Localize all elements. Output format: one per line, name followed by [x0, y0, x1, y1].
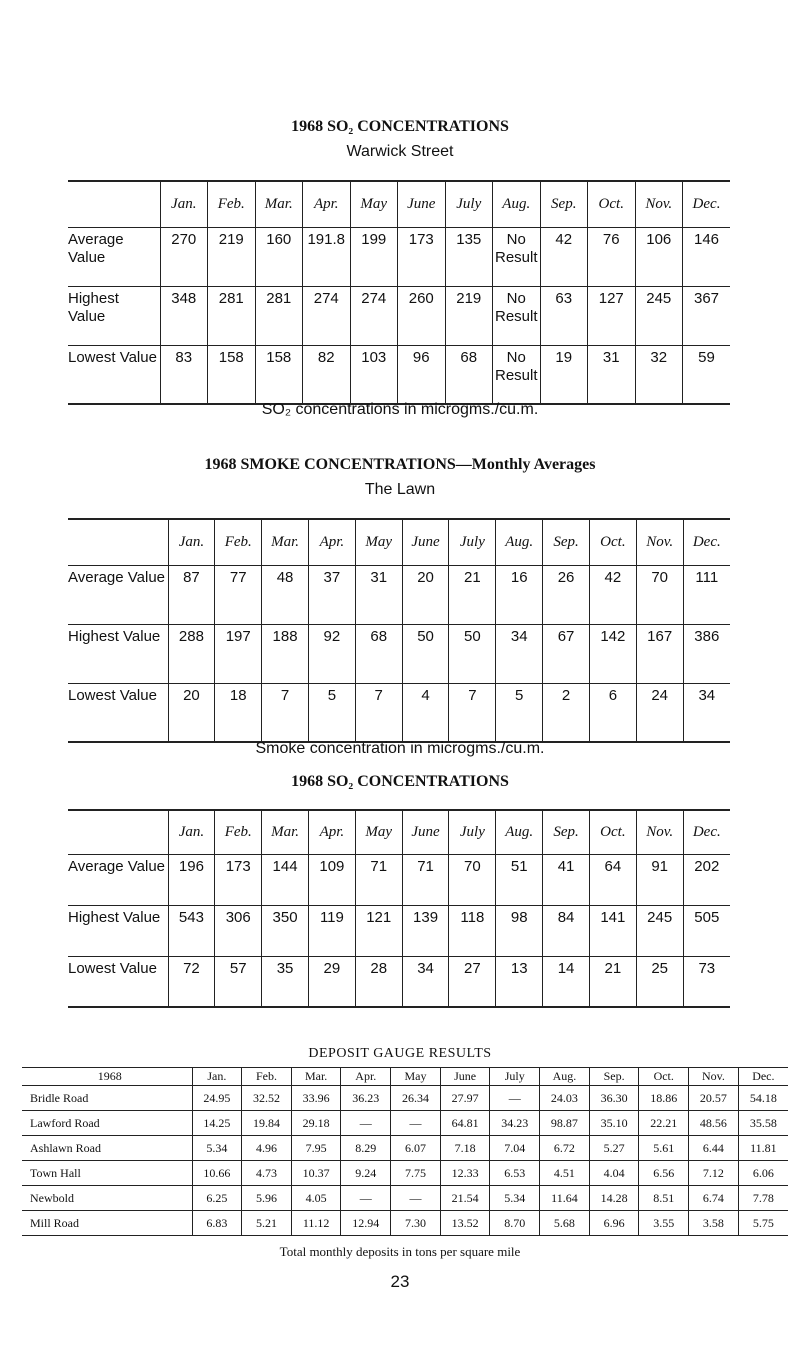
table-cell: 18.86 [639, 1086, 689, 1111]
table-cell: 5.27 [589, 1136, 639, 1161]
table-cell: 135 [445, 227, 493, 286]
table-cell: No Result [493, 286, 541, 345]
row-label: Highest Value [68, 905, 168, 956]
table2-title: 1968 SMOKE CONCENTRATIONS—Monthly Averages [204, 456, 596, 473]
table-cell: 106 [635, 227, 683, 286]
table-cell: 12.94 [341, 1211, 391, 1236]
row-label: Average Value [68, 565, 168, 624]
table-cell: 5.34 [490, 1186, 540, 1211]
table-cell: 7.12 [689, 1161, 739, 1186]
table-cell: 350 [262, 905, 309, 956]
table-cell: 64.81 [440, 1111, 490, 1136]
month-header: July [449, 810, 496, 854]
month-header: Oct. [639, 1068, 689, 1086]
table-cell: 63 [540, 286, 588, 345]
table-cell: 68 [355, 624, 402, 683]
table-row [22, 1161, 788, 1186]
month-header: Mar. [291, 1068, 341, 1086]
corner-cell [68, 181, 160, 227]
month-header: May [391, 1068, 441, 1086]
table-cell: 270 [160, 227, 208, 286]
table-cell: 5 [308, 683, 355, 742]
deposit-title: DEPOSIT GAUGE RESULTS [308, 1046, 492, 1061]
table2-header-row [68, 519, 730, 565]
month-header: Dec. [683, 810, 730, 854]
table-cell: 35 [262, 956, 309, 1007]
table-cell: 202 [683, 854, 730, 905]
table-cell: 6.83 [192, 1211, 242, 1236]
table-row [68, 345, 730, 404]
table-cell: 21 [449, 565, 496, 624]
table-cell: 144 [262, 854, 309, 905]
table-cell: 5.61 [639, 1136, 689, 1161]
month-header: Feb. [215, 810, 262, 854]
table-cell: 34 [496, 624, 543, 683]
table-cell: 7.04 [490, 1136, 540, 1161]
month-header: Dec. [683, 519, 730, 565]
table-cell: 13.52 [440, 1211, 490, 1236]
row-label: Highest Value [68, 286, 160, 345]
table-cell: 25 [636, 956, 683, 1007]
table-cell: 26.34 [391, 1086, 441, 1111]
so2-warwick-table [68, 180, 730, 405]
table-cell: 21 [589, 956, 636, 1007]
table-cell: 281 [208, 286, 256, 345]
month-header: Jan. [168, 810, 215, 854]
table-cell: — [341, 1186, 391, 1211]
table-cell: 111 [683, 565, 730, 624]
table-cell: 6.96 [589, 1211, 639, 1236]
table-cell: 219 [208, 227, 256, 286]
table-cell: 4 [402, 683, 449, 742]
month-header: Feb. [242, 1068, 292, 1086]
table-cell: — [391, 1111, 441, 1136]
table1-header-row [68, 181, 730, 227]
table-cell: 4.96 [242, 1136, 292, 1161]
table-cell: 87 [168, 565, 215, 624]
table-row [68, 227, 730, 286]
month-header: Jan. [192, 1068, 242, 1086]
month-header: June [402, 519, 449, 565]
corner-cell [68, 810, 168, 854]
table-cell: 5.68 [540, 1211, 590, 1236]
table-cell: 70 [636, 565, 683, 624]
table-cell: 13 [496, 956, 543, 1007]
table-cell: 36.23 [341, 1086, 391, 1111]
table-cell: 7.18 [440, 1136, 490, 1161]
row-label: Average Value [68, 854, 168, 905]
month-header: Aug. [496, 810, 543, 854]
so2-table [68, 809, 730, 1008]
table-cell: 288 [168, 624, 215, 683]
table-cell: 191.8 [303, 227, 351, 286]
table2-subtitle: The Lawn [364, 481, 436, 498]
month-header: Oct. [588, 181, 636, 227]
table1-note: SO₂ concentrations in microgms./cu.m. [261, 401, 539, 418]
month-header: Aug. [496, 519, 543, 565]
table-cell: 71 [402, 854, 449, 905]
table-cell: 245 [635, 286, 683, 345]
month-header: Feb. [215, 519, 262, 565]
month-header: Oct. [589, 810, 636, 854]
table-cell: 5 [496, 683, 543, 742]
table2-note: Smoke concentration in microgms./cu.m. [255, 740, 545, 757]
month-header: July [490, 1068, 540, 1086]
table-cell: 33.96 [291, 1086, 341, 1111]
table-cell: 6.56 [639, 1161, 689, 1186]
table-cell: 83 [160, 345, 208, 404]
month-header: Apr. [308, 519, 355, 565]
table-cell: 7.95 [291, 1136, 341, 1161]
table-cell: — [391, 1186, 441, 1211]
row-label: Highest Value [68, 624, 168, 683]
smoke-lawn-table [68, 518, 730, 743]
table-cell: 173 [398, 227, 446, 286]
table-cell: 199 [350, 227, 398, 286]
table-cell: 42 [540, 227, 588, 286]
table-cell: 167 [636, 624, 683, 683]
month-header: May [355, 519, 402, 565]
row-label: Lowest Value [68, 683, 168, 742]
table-cell: 92 [308, 624, 355, 683]
table-cell: 51 [496, 854, 543, 905]
table-cell: 3.58 [689, 1211, 739, 1236]
table-cell: 4.51 [540, 1161, 590, 1186]
table-cell: 188 [262, 624, 309, 683]
table-cell: 24.03 [540, 1086, 590, 1111]
table-cell: 64 [589, 854, 636, 905]
row-label: Newbold [22, 1186, 192, 1211]
table-cell: 505 [683, 905, 730, 956]
table-cell: 91 [636, 854, 683, 905]
month-header: Dec. [683, 181, 731, 227]
table-cell: 20 [168, 683, 215, 742]
month-header: Nov. [636, 810, 683, 854]
table-row [22, 1136, 788, 1161]
table-cell: 42 [589, 565, 636, 624]
table-row [68, 565, 730, 624]
table-cell: 27 [449, 956, 496, 1007]
table-cell: 4.73 [242, 1161, 292, 1186]
table-cell: 8.29 [341, 1136, 391, 1161]
deposit-gauge-table [22, 1067, 788, 1236]
table-cell: 21.54 [440, 1186, 490, 1211]
table-cell: 18 [215, 683, 262, 742]
table-cell: 109 [308, 854, 355, 905]
month-header: June [402, 810, 449, 854]
table-cell: 10.66 [192, 1161, 242, 1186]
table-cell: 127 [588, 286, 636, 345]
table-cell: 36.30 [589, 1086, 639, 1111]
table-cell: 67 [543, 624, 590, 683]
table-row [68, 286, 730, 345]
table-cell: 103 [350, 345, 398, 404]
table-row [68, 683, 730, 742]
table-cell: 11.81 [738, 1136, 788, 1161]
table-cell: 77 [215, 565, 262, 624]
table-cell: 35.10 [589, 1111, 639, 1136]
month-header: Apr. [303, 181, 351, 227]
month-header: Sep. [543, 810, 590, 854]
month-header: Mar. [262, 519, 309, 565]
table-cell: 26 [543, 565, 590, 624]
row-label: Town Hall [22, 1161, 192, 1186]
table-cell: 367 [683, 286, 731, 345]
month-header: Mar. [255, 181, 303, 227]
table-cell: 119 [308, 905, 355, 956]
month-header: Sep. [543, 519, 590, 565]
table-cell: 14 [543, 956, 590, 1007]
table1-subtitle: Warwick Street [346, 143, 454, 160]
table-cell: 76 [588, 227, 636, 286]
table-cell: 7 [355, 683, 402, 742]
corner-cell [68, 519, 168, 565]
table-cell: 173 [215, 854, 262, 905]
table-cell: 29 [308, 956, 355, 1007]
table-cell: 71 [355, 854, 402, 905]
table3-title: 1968 SO₂ CONCENTRATIONS [291, 773, 509, 790]
row-label: Ashlawn Road [22, 1136, 192, 1161]
row-label: Lowest Value [68, 345, 160, 404]
table-cell: 274 [350, 286, 398, 345]
table-cell: 158 [255, 345, 303, 404]
table-cell: 48.56 [689, 1111, 739, 1136]
table-cell: 28 [355, 956, 402, 1007]
month-header: Feb. [208, 181, 256, 227]
table-cell: 8.51 [639, 1186, 689, 1211]
table-cell: 32 [635, 345, 683, 404]
table-cell: No Result [493, 227, 541, 286]
table-cell: 6.06 [738, 1161, 788, 1186]
table-cell: 37 [308, 565, 355, 624]
table-cell: — [490, 1086, 540, 1111]
table-cell: 41 [543, 854, 590, 905]
table-cell: 260 [398, 286, 446, 345]
table-cell: 22.21 [639, 1111, 689, 1136]
month-header: Sep. [589, 1068, 639, 1086]
table-cell: 5.96 [242, 1186, 292, 1211]
table-cell: 7.30 [391, 1211, 441, 1236]
table-cell: 16 [496, 565, 543, 624]
month-header: Sep. [540, 181, 588, 227]
table-cell: 50 [402, 624, 449, 683]
table-cell: 72 [168, 956, 215, 1007]
table-cell: 281 [255, 286, 303, 345]
table-cell: 54.18 [738, 1086, 788, 1111]
table-row [68, 956, 730, 1007]
table-cell: 4.05 [291, 1186, 341, 1211]
table-cell: — [341, 1111, 391, 1136]
table-cell: 27.97 [440, 1086, 490, 1111]
table-cell: 9.24 [341, 1161, 391, 1186]
row-label: Mill Road [22, 1211, 192, 1236]
table-cell: 158 [208, 345, 256, 404]
table1-title: 1968 SO₂ CONCENTRATIONS [291, 118, 509, 135]
row-label: Lawford Road [22, 1111, 192, 1136]
table-cell: 14.25 [192, 1111, 242, 1136]
month-header: June [440, 1068, 490, 1086]
table-cell: 245 [636, 905, 683, 956]
month-header: Nov. [689, 1068, 739, 1086]
table-cell: 24.95 [192, 1086, 242, 1111]
page-number: 23 [390, 1272, 410, 1291]
table-cell: 6 [589, 683, 636, 742]
table-row [68, 624, 730, 683]
table-cell: 34 [683, 683, 730, 742]
table-cell: 59 [683, 345, 731, 404]
deposit-note: Total monthly deposits in tons per square mile [279, 1244, 521, 1259]
table-cell: 196 [168, 854, 215, 905]
table-cell: 48 [262, 565, 309, 624]
table-cell: 84 [543, 905, 590, 956]
table-cell: 14.28 [589, 1186, 639, 1211]
table-cell: 7 [262, 683, 309, 742]
table-cell: 70 [449, 854, 496, 905]
table-cell: 31 [588, 345, 636, 404]
table-cell: No Result [493, 345, 541, 404]
table-cell: 160 [255, 227, 303, 286]
table3-header-row [68, 810, 730, 854]
table-cell: 29.18 [291, 1111, 341, 1136]
table-cell: 19.84 [242, 1111, 292, 1136]
table-cell: 142 [589, 624, 636, 683]
table-cell: 6.53 [490, 1161, 540, 1186]
table-cell: 68 [445, 345, 493, 404]
table-cell: 6.72 [540, 1136, 590, 1161]
table-cell: 6.07 [391, 1136, 441, 1161]
table-cell: 306 [215, 905, 262, 956]
table-cell: 118 [449, 905, 496, 956]
deposit-year-header: 1968 [22, 1068, 192, 1086]
table-cell: 35.58 [738, 1111, 788, 1136]
table-cell: 2 [543, 683, 590, 742]
month-header: Aug. [540, 1068, 590, 1086]
table-cell: 73 [683, 956, 730, 1007]
deposit-header-row [22, 1068, 788, 1086]
table-cell: 6.25 [192, 1186, 242, 1211]
table-cell: 20 [402, 565, 449, 624]
table-cell: 32.52 [242, 1086, 292, 1111]
table-cell: 5.75 [738, 1211, 788, 1236]
month-header: Nov. [636, 519, 683, 565]
row-label: Lowest Value [68, 956, 168, 1007]
table-row [22, 1186, 788, 1211]
row-label: Bridle Road [22, 1086, 192, 1111]
table-cell: 12.33 [440, 1161, 490, 1186]
table-cell: 96 [398, 345, 446, 404]
table-cell: 50 [449, 624, 496, 683]
table-cell: 19 [540, 345, 588, 404]
month-header: Dec. [738, 1068, 788, 1086]
table-cell: 121 [355, 905, 402, 956]
month-header: May [350, 181, 398, 227]
table-cell: 219 [445, 286, 493, 345]
month-header: Apr. [308, 810, 355, 854]
table-cell: 34.23 [490, 1111, 540, 1136]
table-row [22, 1086, 788, 1111]
month-header: Mar. [262, 810, 309, 854]
table-cell: 11.64 [540, 1186, 590, 1211]
table-cell: 82 [303, 345, 351, 404]
table-cell: 348 [160, 286, 208, 345]
table-cell: 11.12 [291, 1211, 341, 1236]
table-cell: 5.34 [192, 1136, 242, 1161]
table-cell: 5.21 [242, 1211, 292, 1236]
table-row [22, 1211, 788, 1236]
table-cell: 139 [402, 905, 449, 956]
table-cell: 386 [683, 624, 730, 683]
month-header: May [355, 810, 402, 854]
month-header: Jan. [160, 181, 208, 227]
table-cell: 57 [215, 956, 262, 1007]
table-cell: 4.04 [589, 1161, 639, 1186]
table-row [22, 1111, 788, 1136]
table-cell: 7.75 [391, 1161, 441, 1186]
table-cell: 98.87 [540, 1111, 590, 1136]
table-cell: 141 [589, 905, 636, 956]
table-cell: 8.70 [490, 1211, 540, 1236]
month-header: Aug. [493, 181, 541, 227]
table-cell: 24 [636, 683, 683, 742]
table-row [68, 854, 730, 905]
table-cell: 7 [449, 683, 496, 742]
table-cell: 34 [402, 956, 449, 1007]
month-header: Oct. [589, 519, 636, 565]
table-cell: 10.37 [291, 1161, 341, 1186]
row-label: Average Value [68, 227, 160, 286]
table-cell: 146 [683, 227, 731, 286]
table-row [68, 905, 730, 956]
table-cell: 3.55 [639, 1211, 689, 1236]
month-header: Nov. [635, 181, 683, 227]
table-cell: 98 [496, 905, 543, 956]
month-header: July [449, 519, 496, 565]
month-header: Apr. [341, 1068, 391, 1086]
table-cell: 20.57 [689, 1086, 739, 1111]
month-header: Jan. [168, 519, 215, 565]
month-header: June [398, 181, 446, 227]
table-cell: 6.74 [689, 1186, 739, 1211]
table-cell: 274 [303, 286, 351, 345]
table-cell: 31 [355, 565, 402, 624]
table-cell: 7.78 [738, 1186, 788, 1211]
month-header: July [445, 181, 493, 227]
table-cell: 6.44 [689, 1136, 739, 1161]
table-cell: 197 [215, 624, 262, 683]
table-cell: 543 [168, 905, 215, 956]
